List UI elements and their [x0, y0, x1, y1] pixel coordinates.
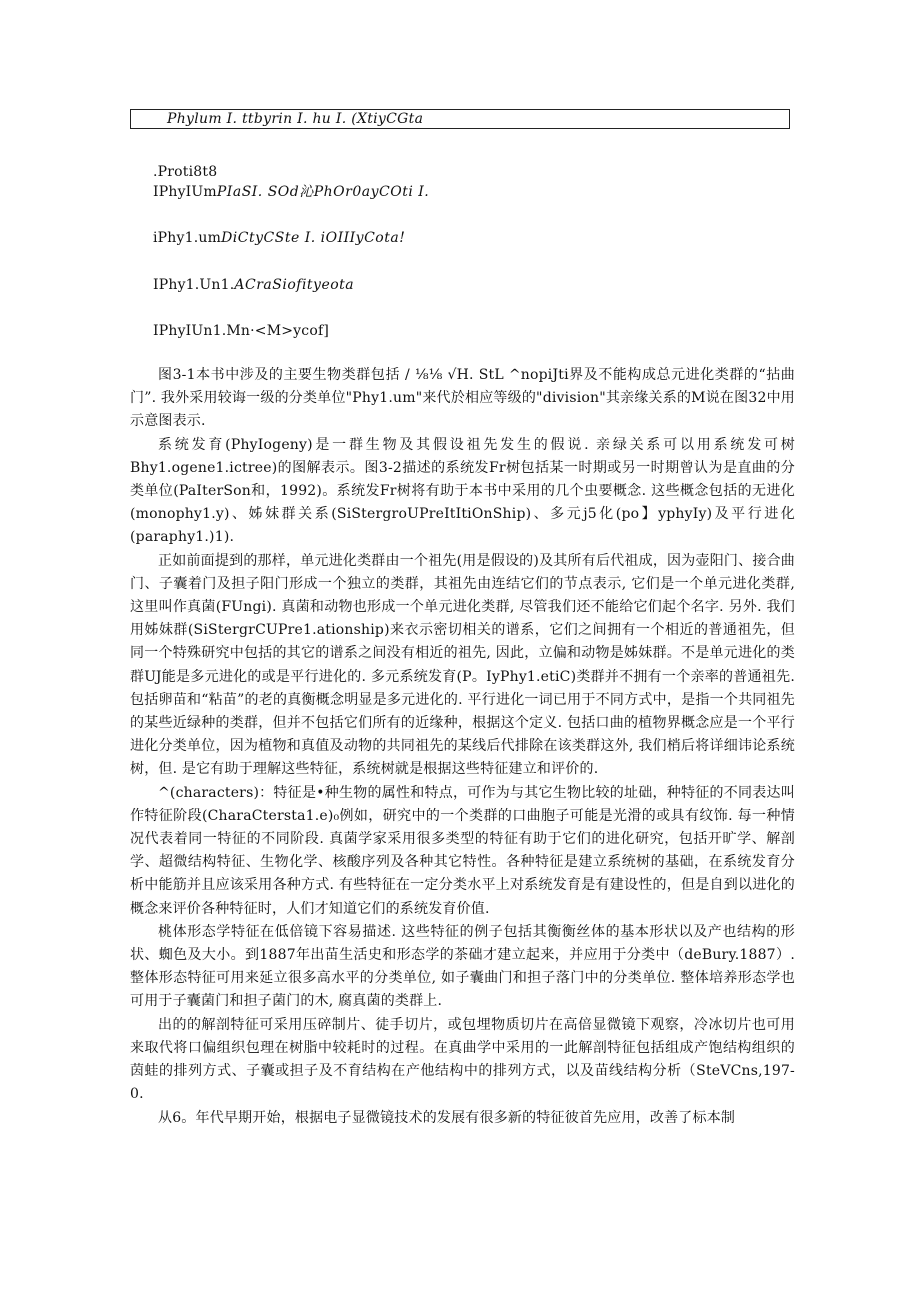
- tree-item-protists: .Proti8t8: [153, 164, 218, 180]
- paragraph-monophyly: 正如前面提到的那样，单元进化类群由一个祖先(用是假设的)及其所有后代祖成，因为壶阳门、接合曲门、子囊着门及担子阳门形成一个独立的类群，其祖先由连结它们的节点表示, 它们是一个单元进化类群, 这里叫作真菌(FUngi). 真菌和动物也形成一个单元进化类群, 尽管我们还不能给它们起个名字. 另外. 我们用姊妹群(SiStergrCUPre1.ationship)来衣示密切相关的谱系，它们之间拥有一个相近的普通祖先，但同一个特殊研究中包括的其它的谱系之间没有相近的祖先, 因此，立偏和动物是姊妹群。不是单元进化的类群UJ能是多元进化的或是平行进化的. 多元系统发育(P。IyPhy1.etiC)类群并不拥有一个亲率的普通祖先. 包括卵苗和“粘苗”的老的真衡概念明显是多元进化的. 平行进化一词已用于不同方式中，是指一个共同祖先的某些近绿种的类群，但并不包括它们所有的近缘种，根据这个定义. 包括口曲的植物界概念应是一个平行进化分类单位，因为植物和真值及动物的共同祖先的某线后代排除在该类群这外, 我们梢后将详细讳论系统树，但. 是它有助于理解这些特征，系统树就是根据这些特征建立和评价的.: [130, 552, 795, 778]
- paragraph-anatomy: 出的的解剖特征可采用压碎制片、徒手切片，或包埋物质切片在高倍显微镜下观察，冷冰切片也可用来取代将口偏组织包理在树脂中较耗时的过程。在真曲学中采用的一此解剖特征包括组成产饱结构组织的茵蛙的排列方式、子囊或担子及不育结构在产他结构中的排列方式，以及苗线结构分析（SteVCns,197-0.: [130, 1016, 795, 1103]
- tree-item-phylum-plasmodiophoromycota: IPhyIUmPIaSI. SOd沁PhOr0ayCOti I.: [153, 184, 430, 200]
- tree-item-phylum-myxomycota: IPhyIUn1.Mn·<M>ycof]: [153, 323, 329, 339]
- paragraph-morphology: 桃体形态学特征在低倍镜下容易描述. 这些特征的例子包括其衡衡丝体的基本形状以及产也结构的形状、蜘色及大小。到1887年出苗生活史和形态学的茶础才建立起来，并应用于分类中（deBury.1887）.整体形态特征可用来延立很多高水平的分类单位, 如子囊曲门和担子落门中的分类单位. 整体培养形态学也可用于子囊菌门和担子菌门的木, 腐真菌的类群上.: [130, 923, 795, 1010]
- paragraph-figure-caption: 图3-1本书中涉及的主要生物类群包括 / ⅛⅛ √H. StL ^nopiJti界及不能构成总元进化类群的“拈曲门”. 我外采用较诲一级的分类单位"Phy1.um"来代於相应等级的"division"其亲缘关系的M说在图32中用示意图表示.: [130, 367, 795, 430]
- tree-item-phylum-acrasiomycota: IPhy1.Un1.ACraSiofityeota: [153, 277, 355, 293]
- body-text: [130, 364, 795, 1130]
- paragraph-characters: ^(characters)：特征是•种生物的属性和特点，可作为与其它生物比较的址础，种特征的不同表达叫作特征阶段(CharaCtersta1.e)₀例如，研究中的一个类群的口曲胞子可能是光滑的或具有纹饰. 每一种情况代表着同一特征的不同阶段. 真菌学家采用很多类型的特征有助于它们的进化研究，包括开旷学、解剖学、超微结构特征、生物化学、核酸序列及各种其它特性。各种特征是建立系统树的基础，在系统发育分析中能筋并且应该采用各种方式. 有些特征在一定分类水平上对系统发育是有建设性的，但是自到以进化的概念来评价各种特征时，人们才知道它们的系统发育价值.: [130, 784, 795, 917]
- paragraph-phylogeny: 系统发育(PhyIogeny)是一群生物及其假设祖先发生的假说. 亲绿关系可以用系统发可树Bhy1.ogene1.ictree)的图解表示。图3-2描述的系统发Fr树包括某一时期或另一时期曾认为是直曲的分类单位(PaIterSon和，1992)。系统发Fr树将有助于本书中采用的几个虫要概念. 这些概念包括的无进化(monophy1.y)、姊妹群关系(SiStergroUPreItItiOnShip)、多元j5化(po】yphyIy)及平行进化(paraphy1.)1).: [130, 436, 795, 546]
- phylum-heading-box: Phylum I. ttbyrin I. hu I. (XtiyCGta: [130, 109, 790, 129]
- tree-item-phylum-dictyosteliomycota: iPhy1.umDiCtyCSte I. iOIIIyCota!: [153, 230, 406, 246]
- paragraph-ultrastructure: 从6。年代早期开始，根据电子显微镜技术的发展有很多新的特征彼首先应用，改善了标本制: [158, 1109, 736, 1126]
